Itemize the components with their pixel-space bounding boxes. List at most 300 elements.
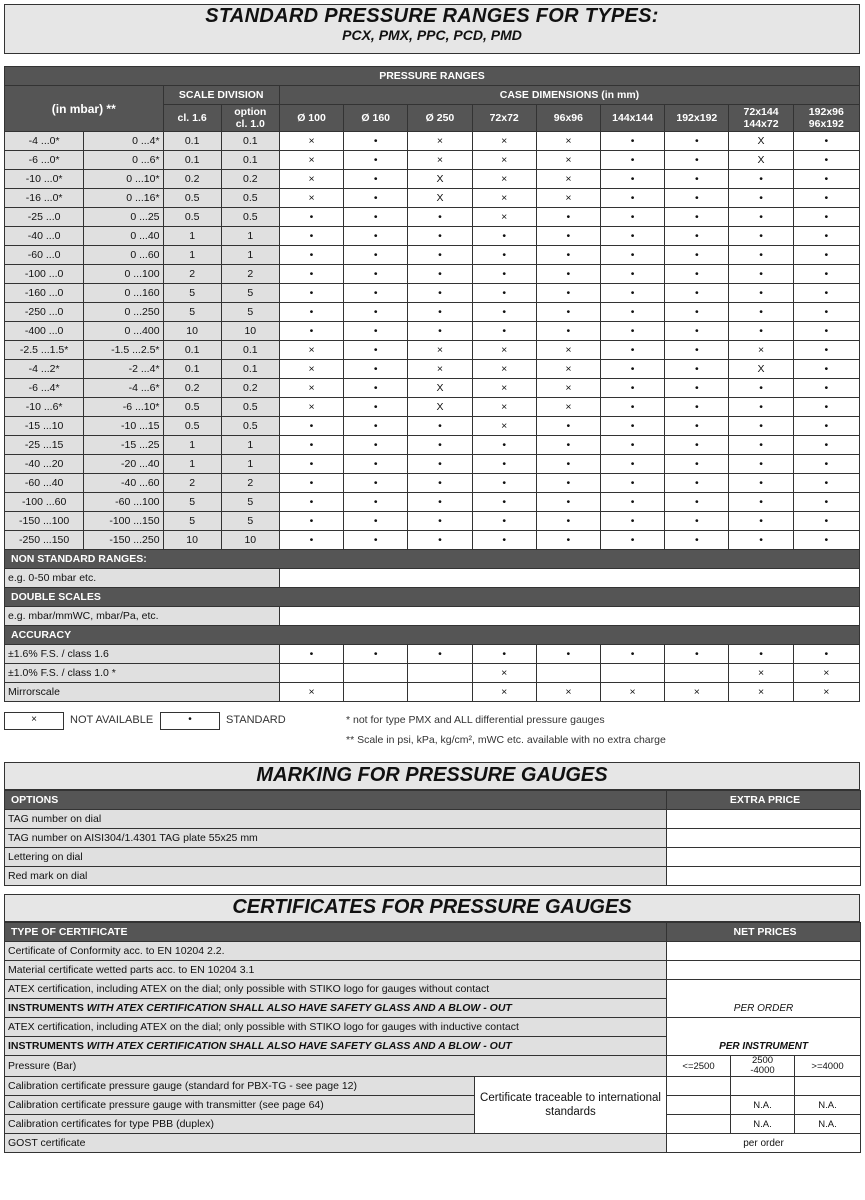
- non-standard-ranges-title: NON STANDARD RANGES:: [5, 550, 860, 569]
- availability-cell: X: [408, 170, 472, 189]
- availability-cell: •: [408, 322, 472, 341]
- marking-price-header: EXTRA PRICE: [667, 791, 861, 810]
- accuracy-cell: •: [536, 645, 600, 664]
- footnote-1: * not for type PMX and ALL differential pressure gauges: [346, 714, 605, 726]
- accuracy-row: [5, 683, 860, 702]
- accuracy-label: ±1.6% F.S. / class 1.6: [5, 645, 280, 664]
- marking-table: [4, 790, 861, 886]
- page-subtitle: PCX, PMX, PPC, PCD, PMD: [342, 27, 522, 43]
- range-cell: 0 ...16*: [84, 189, 163, 208]
- range-cell: 0 ...60: [84, 246, 163, 265]
- atex-note-1-lead: INSTRUMENTS: [8, 1002, 84, 1014]
- availability-cell: •: [344, 531, 408, 550]
- traceable-note: Certificate traceable to international standards: [475, 1077, 667, 1134]
- range-cell: 0 ...4*: [84, 132, 163, 151]
- availability-cell: ×: [472, 398, 536, 417]
- availability-cell: •: [601, 417, 665, 436]
- scale-cell: 5: [221, 303, 279, 322]
- availability-cell: •: [729, 379, 793, 398]
- availability-cell: •: [601, 531, 665, 550]
- availability-cell: X: [408, 379, 472, 398]
- availability-cell: ×: [536, 170, 600, 189]
- scale-cell: 1: [163, 227, 221, 246]
- availability-cell: •: [279, 265, 343, 284]
- availability-cell: •: [408, 303, 472, 322]
- availability-cell: •: [601, 398, 665, 417]
- table-row: [5, 474, 860, 493]
- accuracy-cell: ×: [729, 664, 793, 683]
- range-cell: -15 ...10: [5, 417, 84, 436]
- availability-cell: •: [536, 512, 600, 531]
- availability-cell: •: [601, 151, 665, 170]
- availability-cell: •: [536, 265, 600, 284]
- availability-cell: •: [729, 417, 793, 436]
- availability-cell: •: [729, 189, 793, 208]
- scale-cell: 0.2: [163, 170, 221, 189]
- availability-cell: •: [665, 436, 729, 455]
- non-standard-value: [279, 569, 859, 588]
- availability-cell: •: [601, 284, 665, 303]
- availability-cell: •: [793, 227, 859, 246]
- scale-cell: 5: [163, 493, 221, 512]
- cert-atex-price-instrument: PER INSTRUMENT: [667, 1018, 861, 1056]
- scale-cell: 0.5: [163, 417, 221, 436]
- range-cell: -160 ...0: [5, 284, 84, 303]
- legend-na-box: ×: [4, 712, 64, 730]
- unit-label: (in mbar) **: [5, 86, 164, 132]
- page-title: STANDARD PRESSURE RANGES FOR TYPES:: [205, 5, 659, 27]
- scale-cell: 0.5: [221, 189, 279, 208]
- accuracy-cell: ×: [729, 683, 793, 702]
- table-row: [5, 265, 860, 284]
- table-row: [5, 322, 860, 341]
- page-header: [4, 4, 860, 54]
- range-cell: -100 ...150: [84, 512, 163, 531]
- availability-cell: •: [601, 436, 665, 455]
- availability-cell: •: [729, 265, 793, 284]
- pressure-ranges-title: PRESSURE RANGES: [5, 67, 860, 86]
- availability-cell: •: [729, 474, 793, 493]
- availability-cell: •: [344, 436, 408, 455]
- range-cell: -15 ...25: [84, 436, 163, 455]
- scale-cell: 0.1: [163, 360, 221, 379]
- availability-cell: •: [279, 417, 343, 436]
- availability-cell: •: [601, 493, 665, 512]
- accuracy-cell: •: [344, 645, 408, 664]
- availability-cell: ×: [472, 208, 536, 227]
- marking-option: TAG number on AISI304/1.4301 TAG plate 55x25 mm: [5, 829, 667, 848]
- availability-cell: •: [665, 132, 729, 151]
- range-cell: -60 ...100: [84, 493, 163, 512]
- cal2-na-2: N.A.: [795, 1096, 861, 1115]
- scale-cell: 1: [163, 436, 221, 455]
- range-cell: -10 ...15: [84, 417, 163, 436]
- scale-cell: 0.1: [221, 132, 279, 151]
- accuracy-cell: [408, 683, 472, 702]
- case-header: 144x144: [601, 105, 665, 132]
- legend-std-label: STANDARD: [226, 714, 286, 726]
- availability-cell: •: [601, 246, 665, 265]
- case-header: Ø 160: [344, 105, 408, 132]
- pressure-ranges-table: [4, 66, 860, 702]
- availability-cell: •: [536, 246, 600, 265]
- availability-cell: •: [601, 132, 665, 151]
- availability-cell: ×: [729, 341, 793, 360]
- availability-cell: X: [729, 151, 793, 170]
- availability-cell: ×: [279, 360, 343, 379]
- atex-note-1: WITH ATEX CERTIFICATION SHALL ALSO HAVE SAFETY GLASS AND A BLOW - OUT: [83, 1002, 512, 1014]
- availability-cell: •: [729, 208, 793, 227]
- availability-cell: ×: [536, 151, 600, 170]
- availability-cell: ×: [408, 151, 472, 170]
- accuracy-cell: [279, 664, 343, 683]
- marking-option: Lettering on dial: [5, 848, 667, 867]
- availability-cell: •: [344, 189, 408, 208]
- availability-cell: X: [408, 189, 472, 208]
- scale-cell: 1: [163, 455, 221, 474]
- availability-cell: •: [729, 170, 793, 189]
- accuracy-cell: [601, 664, 665, 683]
- availability-cell: •: [408, 474, 472, 493]
- availability-cell: ×: [279, 189, 343, 208]
- availability-cell: •: [344, 284, 408, 303]
- accuracy-cell: •: [793, 645, 859, 664]
- availability-cell: •: [665, 246, 729, 265]
- availability-cell: ×: [279, 151, 343, 170]
- scale-cell: 0.2: [221, 170, 279, 189]
- cert-material: Material certificate wetted parts acc. to EN 10204 3.1: [5, 961, 667, 980]
- cert-atex-inductive: ATEX certification, including ATEX on the dial; only possible with STIKO logo for gauges with inductive contact: [5, 1018, 667, 1037]
- table-row: [5, 455, 860, 474]
- range-cell: -1.5 ...2.5*: [84, 341, 163, 360]
- availability-cell: •: [279, 474, 343, 493]
- accuracy-cell: ×: [793, 664, 859, 683]
- availability-cell: •: [472, 436, 536, 455]
- accuracy-row: [5, 645, 860, 664]
- gost-price: per order: [667, 1134, 861, 1153]
- scale-cell: 2: [163, 474, 221, 493]
- table-row: [5, 531, 860, 550]
- availability-cell: •: [536, 208, 600, 227]
- scale-cell: 1: [221, 436, 279, 455]
- cl16-header: cl. 1.6: [163, 105, 221, 132]
- availability-cell: •: [408, 208, 472, 227]
- non-standard-example: e.g. 0-50 mbar etc.: [5, 569, 280, 588]
- availability-cell: •: [665, 493, 729, 512]
- range-cell: 0 ...400: [84, 322, 163, 341]
- availability-cell: •: [472, 474, 536, 493]
- accuracy-cell: [536, 664, 600, 683]
- availability-cell: •: [344, 474, 408, 493]
- case-header: 72x144 144x72: [729, 105, 793, 132]
- case-header: 192x96 96x192: [793, 105, 859, 132]
- range-cell: -60 ...0: [5, 246, 84, 265]
- scale-cell: 5: [221, 284, 279, 303]
- cert-type-header: TYPE OF CERTIFICATE: [5, 923, 667, 942]
- marking-price: [667, 848, 861, 867]
- availability-cell: ×: [472, 341, 536, 360]
- scale-cell: 0.1: [221, 151, 279, 170]
- availability-cell: •: [536, 227, 600, 246]
- availability-cell: •: [472, 246, 536, 265]
- availability-cell: •: [279, 303, 343, 322]
- availability-cell: •: [279, 208, 343, 227]
- availability-cell: •: [601, 189, 665, 208]
- table-row: [5, 360, 860, 379]
- scale-cell: 1: [221, 455, 279, 474]
- availability-cell: •: [472, 531, 536, 550]
- marking-row: [5, 829, 861, 848]
- availability-cell: •: [601, 170, 665, 189]
- availability-cell: ×: [472, 132, 536, 151]
- scale-cell: 0.1: [221, 341, 279, 360]
- availability-cell: •: [344, 303, 408, 322]
- availability-cell: •: [344, 132, 408, 151]
- availability-cell: ×: [536, 398, 600, 417]
- scale-cell: 0.1: [163, 151, 221, 170]
- scale-cell: 5: [221, 512, 279, 531]
- range-cell: -400 ...0: [5, 322, 84, 341]
- range-cell: -250 ...0: [5, 303, 84, 322]
- range-cell: -40 ...0: [5, 227, 84, 246]
- scale-cell: 1: [163, 246, 221, 265]
- availability-cell: ×: [472, 360, 536, 379]
- table-row: [5, 398, 860, 417]
- scale-cell: 10: [163, 322, 221, 341]
- accuracy-cell: [344, 683, 408, 702]
- range-cell: 0 ...40: [84, 227, 163, 246]
- availability-cell: •: [793, 151, 859, 170]
- accuracy-cell: [665, 664, 729, 683]
- table-row: [5, 189, 860, 208]
- availability-cell: •: [536, 417, 600, 436]
- marking-option: Red mark on dial: [5, 867, 667, 886]
- availability-cell: ×: [279, 379, 343, 398]
- availability-cell: •: [793, 341, 859, 360]
- case-header: 192x192: [665, 105, 729, 132]
- availability-cell: •: [793, 246, 859, 265]
- availability-cell: •: [472, 284, 536, 303]
- marking-row: [5, 848, 861, 867]
- marking-row: [5, 867, 861, 886]
- availability-cell: •: [665, 417, 729, 436]
- footnote-2: ** Scale in psi, kPa, kg/cm², mWC etc. available with no extra charge: [346, 734, 666, 746]
- accuracy-label: ±1.0% F.S. / class 1.0 *: [5, 664, 280, 683]
- availability-cell: •: [472, 265, 536, 284]
- availability-cell: •: [665, 341, 729, 360]
- availability-cell: •: [536, 436, 600, 455]
- scale-cell: 1: [221, 246, 279, 265]
- availability-cell: •: [344, 360, 408, 379]
- scale-cell: 0.1: [163, 341, 221, 360]
- availability-cell: •: [793, 455, 859, 474]
- availability-cell: •: [793, 132, 859, 151]
- availability-cell: •: [665, 474, 729, 493]
- range-cell: -25 ...0: [5, 208, 84, 227]
- availability-cell: •: [793, 170, 859, 189]
- range-cell: -4 ...6*: [84, 379, 163, 398]
- cert-price-header: NET PRICES: [667, 923, 861, 942]
- cert-atex-no-contact: ATEX certification, including ATEX on the dial; only possible with STIKO logo for gauges without contact: [5, 980, 667, 999]
- availability-cell: •: [665, 284, 729, 303]
- accuracy-cell: •: [472, 645, 536, 664]
- availability-cell: ×: [472, 417, 536, 436]
- scale-cell: 0.5: [163, 208, 221, 227]
- availability-cell: X: [729, 132, 793, 151]
- availability-cell: •: [408, 246, 472, 265]
- accuracy-cell: [408, 664, 472, 683]
- accuracy-cell: ×: [472, 683, 536, 702]
- table-row: [5, 227, 860, 246]
- availability-cell: ×: [279, 341, 343, 360]
- pressure-bar-label: Pressure (Bar): [5, 1056, 667, 1077]
- table-row: [5, 151, 860, 170]
- availability-cell: •: [536, 455, 600, 474]
- accuracy-title: ACCURACY: [5, 626, 860, 645]
- range-cell: -4 ...2*: [5, 360, 84, 379]
- range-cell: -4 ...0*: [5, 132, 84, 151]
- range-cell: 0 ...250: [84, 303, 163, 322]
- table-row: [5, 170, 860, 189]
- marking-title: MARKING FOR PRESSURE GAUGES: [4, 762, 860, 790]
- certificates-title: CERTIFICATES FOR PRESSURE GAUGES: [4, 894, 860, 922]
- cert-conformity: Certificate of Conformity acc. to EN 10204 2.2.: [5, 942, 667, 961]
- scale-cell: 0.1: [163, 132, 221, 151]
- accuracy-cell: •: [729, 645, 793, 664]
- atex-note-2-lead: INSTRUMENTS: [8, 1040, 84, 1052]
- availability-cell: •: [793, 284, 859, 303]
- availability-cell: •: [665, 360, 729, 379]
- table-row: [5, 284, 860, 303]
- accuracy-row: [5, 664, 860, 683]
- range-cell: 0 ...25: [84, 208, 163, 227]
- range-cell: -100 ...60: [5, 493, 84, 512]
- availability-cell: •: [729, 246, 793, 265]
- availability-cell: •: [344, 379, 408, 398]
- availability-cell: •: [344, 265, 408, 284]
- availability-cell: •: [793, 189, 859, 208]
- table-row: [5, 379, 860, 398]
- availability-cell: •: [279, 531, 343, 550]
- range-cell: -40 ...20: [5, 455, 84, 474]
- availability-cell: X: [729, 360, 793, 379]
- availability-cell: ×: [536, 189, 600, 208]
- availability-cell: ×: [536, 379, 600, 398]
- marking-row: [5, 810, 861, 829]
- accuracy-cell: •: [279, 645, 343, 664]
- range-cell: -2.5 ...1.5*: [5, 341, 84, 360]
- scale-cell: 0.5: [163, 189, 221, 208]
- availability-cell: •: [729, 284, 793, 303]
- availability-cell: ×: [536, 360, 600, 379]
- range-cell: 0 ...6*: [84, 151, 163, 170]
- scale-cell: 5: [163, 284, 221, 303]
- availability-cell: •: [279, 493, 343, 512]
- availability-cell: •: [536, 531, 600, 550]
- marking-price: [667, 867, 861, 886]
- accuracy-label: Mirrorscale: [5, 683, 280, 702]
- accuracy-cell: ×: [793, 683, 859, 702]
- accuracy-cell: ×: [665, 683, 729, 702]
- marking-price: [667, 810, 861, 829]
- availability-cell: •: [408, 531, 472, 550]
- case-header: Ø 100: [279, 105, 343, 132]
- availability-cell: •: [344, 398, 408, 417]
- table-row: [5, 512, 860, 531]
- availability-cell: •: [536, 493, 600, 512]
- table-row: [5, 246, 860, 265]
- cal2-na-1: N.A.: [731, 1096, 795, 1115]
- case-header: 72x72: [472, 105, 536, 132]
- availability-cell: •: [408, 265, 472, 284]
- range-cell: -10 ...0*: [5, 170, 84, 189]
- availability-cell: •: [665, 227, 729, 246]
- scale-cell: 0.2: [221, 379, 279, 398]
- availability-cell: •: [344, 322, 408, 341]
- scale-cell: 1: [221, 227, 279, 246]
- availability-cell: •: [601, 341, 665, 360]
- range-cell: -6 ...4*: [5, 379, 84, 398]
- scale-cell: 0.5: [163, 398, 221, 417]
- availability-cell: •: [536, 474, 600, 493]
- cal-cert-duplex: Calibration certificates for type PBB (duplex): [5, 1115, 475, 1134]
- scale-cell: 2: [163, 265, 221, 284]
- availability-cell: •: [344, 493, 408, 512]
- availability-cell: ×: [472, 170, 536, 189]
- availability-cell: •: [279, 284, 343, 303]
- availability-cell: •: [729, 531, 793, 550]
- scale-cell: 2: [221, 265, 279, 284]
- range-cell: -25 ...15: [5, 436, 84, 455]
- range-cell: -150 ...250: [84, 531, 163, 550]
- availability-cell: •: [472, 512, 536, 531]
- availability-cell: •: [729, 436, 793, 455]
- availability-cell: •: [408, 493, 472, 512]
- legend-std-box: •: [160, 712, 220, 730]
- availability-cell: •: [665, 265, 729, 284]
- availability-cell: •: [793, 398, 859, 417]
- availability-cell: •: [665, 531, 729, 550]
- availability-cell: •: [536, 284, 600, 303]
- availability-cell: •: [344, 151, 408, 170]
- table-row: [5, 303, 860, 322]
- availability-cell: •: [793, 379, 859, 398]
- availability-cell: ×: [472, 189, 536, 208]
- scale-cell: 0.5: [221, 398, 279, 417]
- availability-cell: •: [729, 455, 793, 474]
- availability-cell: •: [344, 455, 408, 474]
- double-scales-title: DOUBLE SCALES: [5, 588, 860, 607]
- availability-cell: •: [793, 512, 859, 531]
- availability-cell: •: [729, 493, 793, 512]
- marking-options-header: OPTIONS: [5, 791, 667, 810]
- scale-cell: 5: [163, 303, 221, 322]
- availability-cell: •: [729, 512, 793, 531]
- availability-cell: •: [279, 455, 343, 474]
- pressure-col-1: <=2500: [667, 1056, 731, 1077]
- accuracy-cell: [344, 664, 408, 683]
- case-dimensions-header: CASE DIMENSIONS (in mm): [279, 86, 859, 105]
- range-cell: -60 ...40: [5, 474, 84, 493]
- accuracy-cell: •: [665, 645, 729, 664]
- availability-cell: •: [279, 227, 343, 246]
- availability-cell: •: [601, 322, 665, 341]
- availability-cell: •: [665, 208, 729, 227]
- range-cell: -6 ...10*: [84, 398, 163, 417]
- availability-cell: •: [408, 436, 472, 455]
- certificates-table: [4, 922, 861, 1153]
- availability-cell: ×: [472, 379, 536, 398]
